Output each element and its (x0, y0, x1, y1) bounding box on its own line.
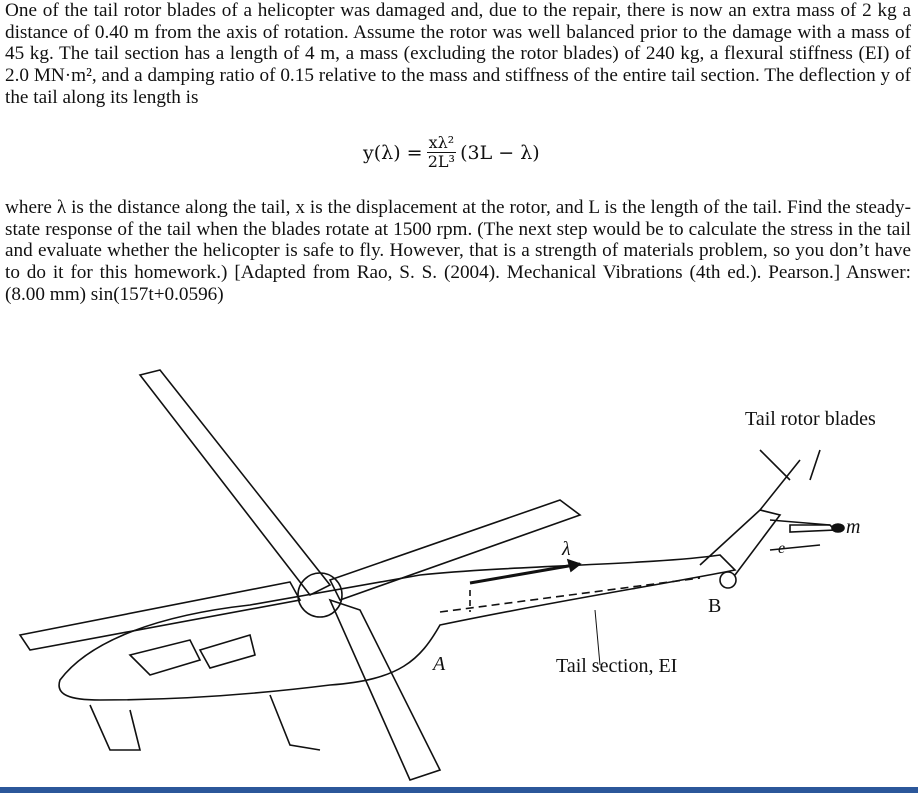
deflection-equation (363, 134, 540, 171)
helicopter-figure (0, 350, 918, 787)
tail-section-label: Tail section, EI (556, 655, 678, 677)
equation-numerator: xλ² (428, 133, 455, 152)
point-a-label: A (433, 653, 446, 675)
tail-rotor-blades-label: Tail rotor blades (745, 408, 876, 430)
bottom-bar (0, 787, 918, 793)
equation-rhs: (3L − λ) (460, 141, 540, 164)
landing-gear (90, 705, 140, 750)
equation-denominator: 2L³ (427, 152, 455, 171)
lambda-arrow (470, 564, 580, 583)
point-b-label: B (708, 595, 722, 617)
tail-axis-dashed (440, 578, 700, 612)
tail-rotor-leader (810, 450, 820, 480)
canopy-window (200, 635, 255, 668)
point-b-marker (720, 572, 736, 588)
lambda-label: λ (562, 538, 571, 560)
problem-paragraph-1: One of the tail rotor blades of a helicopter was damaged and, due to the repair, there is now an extra mass of 2 kg a distance of 0.40 m from the axis of rotation. Assume the rotor was well balanced prior to the damage with a mass of 45 kg. The tail section has a length of 4 m, a mass (excluding the rotor blades) of 240 kg, a flexural stiffness (EI) of 2.0 MN·m², and a damping ratio of 0.15 relative to the mass and stiffness of the entire tail section. The deflection y of the tail along its length is (5, 0, 911, 108)
problem-paragraph-2: where λ is the distance along the tail, x is the displacement at the rotor, and L is the length of the tail. Find the steady-state response of the tail when the blades rotate at 1500 rpm. (The next step would be to calculate the stress in the tail and evaluate whether the helicopter is safe to fly. However, that is a strength of materials problem, so you don’t have to do it for this homework.) [Adapted from Rao, S. S. (2004). Mechanical Vibrations (4th ed.). Pearson.] Answer: (8.00 mm) sin(157t+0.0596) (5, 197, 911, 305)
mass-label: m (846, 516, 861, 538)
main-rotor-blade (20, 582, 300, 650)
landing-gear (270, 695, 320, 750)
offset-label: e (778, 540, 786, 557)
fuselage (59, 555, 735, 700)
tail-fin (700, 510, 780, 575)
equation-fraction (427, 134, 457, 171)
main-rotor-blade (140, 370, 330, 595)
equation-lhs: y(λ) = (363, 141, 423, 164)
canopy-window (130, 640, 200, 675)
main-rotor-blade (330, 600, 440, 780)
extra-mass (832, 524, 844, 532)
